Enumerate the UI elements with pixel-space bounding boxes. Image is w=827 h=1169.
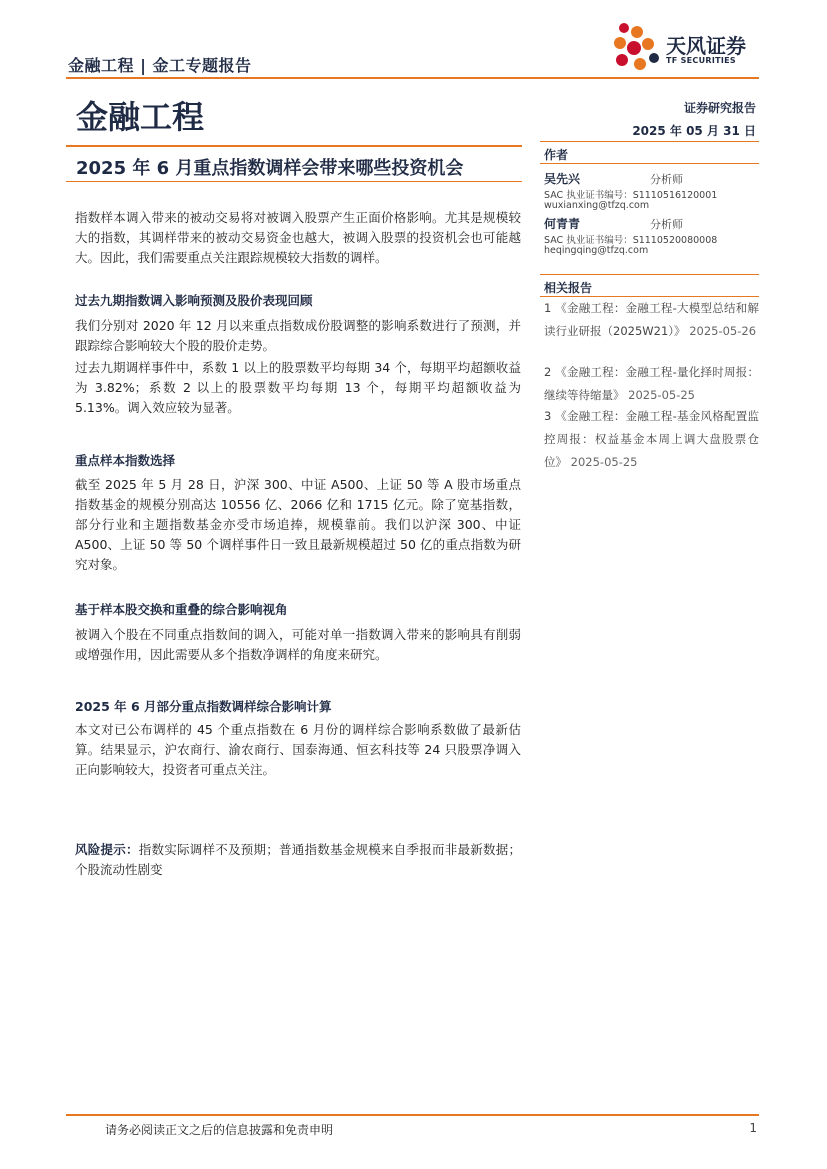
author-cert: SAC 执业证书编号：S1110516120001 [544,190,718,201]
footer-disclaimer: 请务必阅读正文之后的信息披露和免责申明 [105,1123,334,1137]
title-divider-bottom [66,181,522,182]
related-report-date: 2025-05-25 [570,455,638,469]
section-heading: 2025 年 6 月部分重点指数调样综合影响计算 [75,699,332,714]
sidebar-divider [540,141,759,142]
report-date: 2025 年 05 月 31 日 [632,124,756,138]
body-paragraph: 被调入个股在不同重点指数间的调入，可能对单一指数调入带来的影响具有削弱或增强作用，因此需要从多个指数净调样的角度来研究。 [75,627,521,662]
sidebar-divider [540,274,759,275]
report-type: 证券研究报告 [683,101,756,115]
related-report-title: 1 《金融工程：金融工程-大模型总结和解读行业研报（2025W21）》 [544,301,759,338]
risk-label: 风险提示： [75,842,139,857]
logo-name: 天风证券 [666,34,746,58]
author-email[interactable]: wuxianxing@tfzq.com [544,200,650,211]
related-report-item[interactable] [544,405,759,474]
body-paragraph: 过去九期调样事件中，系数 1 以上的股票数平均每期 34 个，每期平均超额收益为 3.82%；系数 2 以上的股票数平均每期 13 个，每期平均超额收益为 5.13%。调入效应较为显著。 [75,360,521,415]
section-heading: 基于样本股交换和重叠的综合影响视角 [75,602,288,617]
related-report-date: 2025-05-25 [628,388,695,402]
related-report-item[interactable] [544,297,759,343]
body-paragraph: 本文对已公布调样的 45 个重点指数在 6 月份的调样综合影响系数做了最新估算。结果显示，沪农商行、渝农商行、国泰海通、恒玄科技等 24 只股票净调入正向影响较大，投资者可重点关注。 [75,722,521,777]
author-role: 分析师 [650,218,683,231]
author-name: 何青青 [544,217,581,231]
main-title: 2025 年 6 月重点指数调样会带来哪些投资机会 [76,158,464,179]
author-role: 分析师 [650,173,683,186]
sidebar-divider [540,163,759,164]
related-heading: 相关报告 [544,281,593,295]
logo-subtitle: TF SECURITIES [666,56,736,65]
related-report-item[interactable] [544,361,759,407]
related-report-title: 3 《金融工程：金融工程-基金风格配置监控周报：权益基金本周上调大盘股票仓位》 [544,409,759,469]
body-paragraph: 截至 2025 年 5 月 28 日，沪深 300、中证 A500、上证 50 等 A 股市场重点指数基金的规模分别高达 10556 亿、2066 亿和 1715 亿元。除了宽基指数，部分行业和主题指数基金亦受市场追捧，规模靠前。我们以沪深 300、中证 A500、上证 50 等 50 个调样事件日一致且最新规模超过 50 亿的重点指数为研究对象。 [75,477,521,572]
header-category: 金融工程 | 金工专题报告 [68,56,252,75]
footer-divider [66,1114,759,1116]
author-name: 吴先兴 [544,172,581,186]
section-heading: 重点样本指数选择 [75,453,176,468]
intro-paragraph: 指数样本调入带来的被动交易将对被调入股票产生正面价格影响。尤其是规模较大的指数，其调样带来的被动交易资金也越大，被调入股票的投资机会也可能越大。因此，我们需要重点关注跟踪规模较大指数的调样。 [75,210,521,265]
risk-text: 指数实际调样不及预期；普通指数基金规模来自季报而非最新数据；个股流动性剧变 [75,842,521,877]
section-heading: 过去九期指数调入影响预测及股价表现回顾 [75,293,313,308]
section-title: 金融工程 [76,98,205,136]
authors-heading: 作者 [544,148,569,162]
author-email[interactable]: heqingqing@tfzq.com [544,245,649,256]
risk-warning [75,840,521,880]
author-cert: SAC 执业证书编号：S1110520080008 [544,235,718,246]
body-paragraph: 我们分别对 2020 年 12 月以来重点指数成份股调整的影响系数进行了预测，并跟踪综合影响较大个股的股价走势。 [75,318,521,353]
page-number: 1 [749,1121,757,1135]
related-report-date: 2025-05-26 [689,324,757,338]
related-report-title: 2 《金融工程：金融工程-量化择时周报：继续等待缩量》 [544,365,759,402]
header-divider [66,77,759,79]
title-divider [66,145,522,147]
